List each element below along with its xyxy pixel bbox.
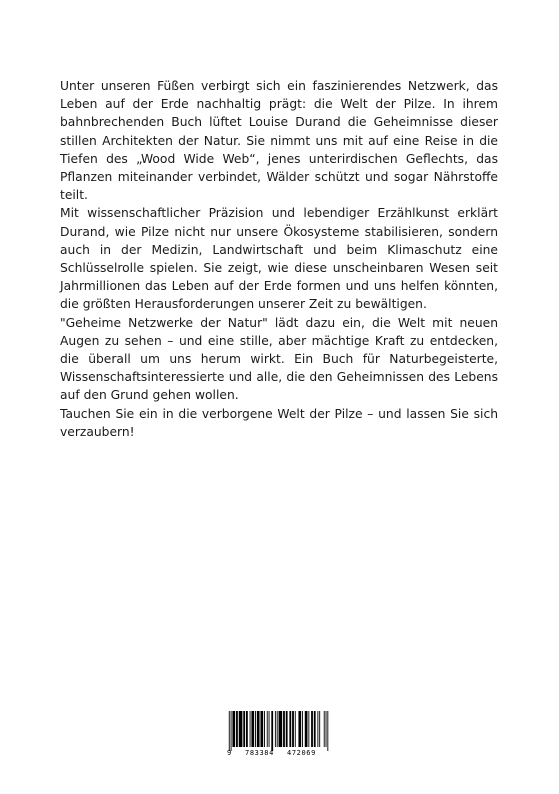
back-cover-description [60, 77, 498, 441]
barcode-left-digits: 783384 [245, 749, 274, 757]
barcode-bar [326, 711, 327, 747]
barcode-bar [232, 711, 235, 747]
barcode-bar [327, 711, 328, 751]
barcode-bar [279, 711, 283, 747]
barcode-bar [236, 711, 238, 747]
barcode-bar [257, 711, 260, 747]
barcode-bar [302, 711, 303, 747]
barcode-bar [289, 711, 291, 747]
barcode-bar [277, 711, 278, 747]
barcode-right-digits: 472069 [287, 749, 316, 757]
description-paragraph-4: Tauchen Sie ein in die verborgene Welt der Pilze – und lassen Sie sich verzaubern! [60, 406, 498, 439]
barcode-bar [317, 711, 318, 747]
barcode-bar [286, 711, 288, 747]
barcode-bar [311, 711, 313, 747]
barcode-bar [267, 711, 268, 747]
isbn-barcode [227, 711, 331, 759]
barcode-bar [239, 711, 243, 747]
barcode-bar [275, 711, 276, 747]
barcode-bar [250, 711, 251, 747]
description-paragraph-2: Mit wissenschaftlicher Präzision und lebendiger Erzählkunst erklärt Durand, wie Pilze nicht nur unsere Ökosysteme stabilisieren, sondern auch in der Medizin, Landwirtschaft und beim Klimaschutz eine Schlüsselrolle spielen. Sie zeigt, wie diese unscheinbaren Wesen seit Jahrmillionen das Leben auf der Erde formen und uns helfen könnten, die größten Herausforderungen unserer Zeit zu bewältigen. [60, 206, 498, 312]
barcode-bar [271, 711, 273, 751]
barcode-bar [283, 711, 285, 747]
barcode-bar [260, 711, 263, 747]
barcode-bar [292, 711, 294, 747]
barcode-bar [246, 711, 248, 747]
barcode-bar [295, 711, 296, 747]
barcode-digits [227, 747, 331, 759]
barcode-bar [319, 711, 320, 747]
description-paragraph-1: Unter unseren Füßen verbirgt sich ein faszinierendes Netzwerk, das Leben auf der Erde nachhaltig prägt: die Welt der Pilze. In ihrem bahnbrechenden Buch lüftet Louise Durand die Geheimnisse dieser stillen Architekten der Natur. Sie nimmt uns mit auf eine Reise in die Tiefen des „Wood Wide Web“, jenes unterirdischen Geflechts, das Pflanzen miteinander verbindet, Wälder schützt und sogar Nährstoffe teilt. [60, 79, 498, 203]
barcode-bar [255, 711, 256, 747]
barcode-bar [269, 711, 270, 747]
barcode-bar [298, 711, 301, 747]
barcode-bar [314, 711, 316, 747]
barcode-bar [308, 711, 309, 747]
barcode-bar [243, 711, 245, 747]
description-paragraph-3: "Geheime Netzwerke der Natur" lädt dazu ein, die Welt mit neuen Augen zu sehen – und eine stille, aber mächtige Kraft zu entdecken, die überall um uns herum wirkt. Ein Buch für Naturbegeisterte, Wissenschaftsinteressierte und alle, die den Geheimnissen des Lebens auf den Grund gehen wollen. [60, 315, 498, 403]
barcode-bar [229, 711, 230, 751]
barcode-bar [251, 711, 254, 747]
barcode-bar [264, 711, 265, 747]
barcode-lead-digit: 9 [227, 749, 232, 757]
barcode-bar [305, 711, 308, 747]
barcode-bar [231, 711, 232, 751]
barcode-bar [324, 711, 325, 747]
